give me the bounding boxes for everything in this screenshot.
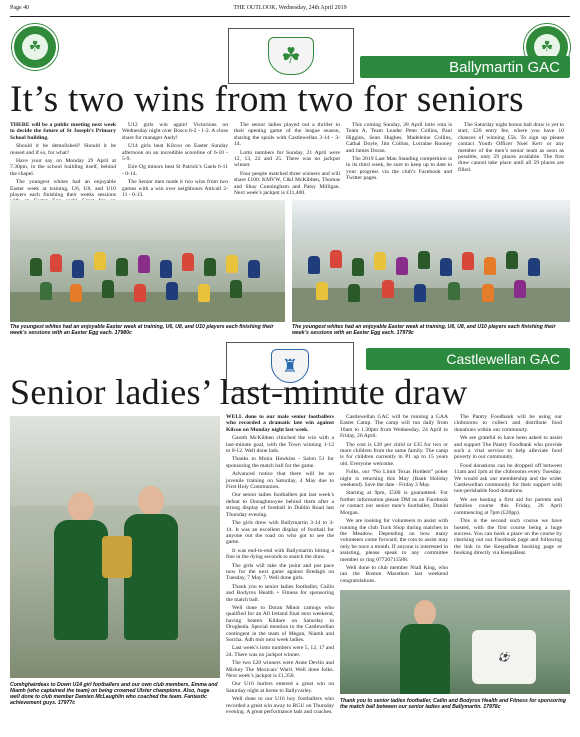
club-shield-icon: ♜ bbox=[271, 349, 309, 383]
header-rule bbox=[10, 16, 570, 17]
article-paragraph: U12 girls win again! Victorious on Wednesday night over Bosco 6-2 - 1-2. A close share for manager Andy! bbox=[122, 122, 228, 141]
photo-wall bbox=[10, 200, 285, 240]
player-figure bbox=[102, 280, 114, 298]
player-figure bbox=[70, 284, 82, 302]
player-figure bbox=[316, 282, 328, 300]
castlewellan-photo-left bbox=[10, 416, 220, 678]
article-paragraph: This is the second such course we have hosted, with the first course being a huge success. You can book a place on the course by checking out our Facebook page and following the link to the KeepaBeat booking page or booking directly via KeepaBeat. bbox=[454, 518, 562, 557]
player-figure bbox=[352, 258, 364, 276]
ballymartin-photo-right bbox=[292, 200, 570, 322]
player-figure bbox=[528, 258, 540, 276]
article-paragraph: Have your say on Monday 29 April at 7.30pm, in the school building itself, behind the chapel. bbox=[10, 158, 116, 177]
article-paragraph: The two £20 winners were Anne Devlin and Mickey The Mexican/ Ward. Well done folks. Next week’s jackpot is £1,350. bbox=[226, 660, 334, 680]
player-figure bbox=[230, 280, 242, 298]
article-paragraph: We are hosting a first aid for parents and families course this Friday, 26 April commencing at 7pm (£20pp). bbox=[454, 496, 562, 516]
page-number: Page 40 bbox=[10, 5, 30, 11]
article-paragraph: The Pantry Foodbank will be using our clubrooms to collect and distribute food donations within our community. bbox=[454, 414, 562, 433]
article-paragraph: Should it be demolished? Should it be reused and if so, for what? bbox=[10, 143, 116, 156]
player-figure bbox=[514, 280, 526, 298]
article-paragraph: Eire Og minors beat St Patrick’s Gaels 6-11 - 0-14. bbox=[122, 164, 228, 177]
ballymartin-caption-left: The youngest whites had an enjoyable Easter week at training, U6, U8, and U10 players each finishing their week’s sessions with an Easter Egg each. 17980c bbox=[10, 324, 274, 336]
player-figure bbox=[50, 254, 62, 272]
player-figure bbox=[198, 284, 210, 302]
photo-ground bbox=[292, 288, 570, 322]
article-paragraph: The 2019 Last Man Standing competition is in its third week, be sure to keep up to date in your progress via the club’s Facebook and Twitter pages. bbox=[346, 156, 452, 182]
photo-wall bbox=[10, 416, 220, 506]
player-figure bbox=[440, 258, 452, 276]
player-figure bbox=[124, 514, 178, 640]
player-figure bbox=[400, 624, 450, 694]
ballymartin-crest-left bbox=[12, 24, 58, 70]
ballymartin-caption-right: The youngest whites had an enjoyable Easter week at training, U6, U8, and U10 players each finishing their week’s sessions with an Easter Egg each. 17979c bbox=[292, 324, 556, 336]
castlewellan-photo-right bbox=[340, 590, 570, 694]
shamrock-icon: ☘ bbox=[22, 34, 48, 60]
player-figure bbox=[182, 253, 194, 271]
page-header bbox=[10, 5, 570, 15]
article-column bbox=[346, 122, 452, 196]
article-paragraph: Gareth McKibben clinched the win with a last-minute goal, with the Town winning 1-12 to 0-12. Well done lads. bbox=[226, 435, 334, 455]
player-figure bbox=[30, 258, 42, 276]
article-paragraph: Castlewellan GAC will be running a GAA Easter Camp. The camp will run daily from 10am to 1.30pm from Wednesday, 24 April to Friday, 26 April. bbox=[340, 414, 448, 440]
article-paragraph: The Saturday night bonus ball draw is yet to start, £20 entry fee, where you have 10 chances of winning £5k. To sign up please contact Youth Officer Noel Kerr or any member of the men’s senior team as soon as possible, only 59 places available. The first draw cannot take place until all 59 places are filled. bbox=[458, 122, 564, 173]
article-paragraph: Well done to club member Niall King, who ran the Boston Marathon last weekend congratulations. bbox=[340, 564, 448, 584]
player-figure bbox=[134, 284, 146, 302]
article-paragraph: We are grateful to have been asked to assist and support The Pantry Foodbank who provide such a vital service to help alleviate food poverty in our community. bbox=[454, 435, 562, 461]
player-figure bbox=[138, 255, 150, 273]
article-paragraph: U14 girls beat Kilcoo on Easter Sunday afternoon on an incredible scoreline of 6-10 - 5-9. bbox=[122, 143, 228, 163]
player-figure bbox=[116, 258, 128, 276]
article-paragraph: THERE will be a public meeting next week to decide the future of St Joseph’s Primary School building. bbox=[10, 122, 116, 141]
player-figure bbox=[54, 520, 108, 640]
player-figure bbox=[308, 256, 320, 274]
shamrock-icon: ☘ bbox=[534, 34, 560, 60]
player-figure bbox=[374, 252, 386, 270]
masthead: THE OUTLOOK, Wednesday, 24th April 2019 bbox=[233, 5, 347, 11]
club-shield-icon: ☘ bbox=[268, 37, 314, 75]
article-column bbox=[458, 122, 564, 196]
castlewellan-caption-right: Thank you to senior ladies footballer, Cailin and Bodyrox Health and Fitness for sponsoring the match ball between our senior ladies and Ballymartin. 17978c bbox=[340, 698, 566, 710]
player-figure bbox=[414, 600, 436, 626]
article-column bbox=[234, 122, 340, 196]
article-paragraph: Thank you to senior ladies footballer, Cailin and Bodyrox Health + Fitness for sponsoring the match ball. bbox=[226, 583, 334, 603]
ballymartin-article bbox=[10, 122, 570, 199]
player-figure bbox=[382, 280, 394, 298]
article-paragraph: We are looking for volunteers to assist with running the club Tuck Shop during matches in the Meadow. Depending on how many volunteers come forward, the rota to assist may only be once a month. If anyone is interested in assisting, please speak to any committee member or ring 07720711588. bbox=[340, 518, 448, 563]
article-paragraph: Food donations can be dropped off between 11am and 1pm at the clubrooms every Tuesday. We would ask our membership and the wider Castlewellan community for their support with non-perishable food donations. bbox=[454, 462, 562, 495]
ballymartin-headline: It’s two wins from two for seniors bbox=[10, 79, 524, 120]
article-paragraph: The youngest whites had an enjoyable Easter week at training, U6, U8, and U10 players each finishing their weeks sessions bbox=[10, 179, 116, 199]
player-figure bbox=[348, 284, 360, 302]
article-paragraph: Well done to Doran Minor camogs who qualified for an All Ireland final next weekend, having beaten Kildare on Saturday in Drogheda. Special mention to the Castlewellan contingent in the team of Megan, Niamh and Sorcha. Ádh mór next week ladies. bbox=[226, 604, 334, 643]
article-paragraph: The Senior men made it two wins from two games with a win over neighbours Atticall 2-11 - 0-13. bbox=[122, 179, 228, 199]
player-figure bbox=[330, 250, 342, 268]
article-paragraph: WELL done to our male senior footballers who recorded a dramatic late win against Kilcoo on Monday night last week. bbox=[226, 414, 334, 433]
player-figure bbox=[226, 255, 238, 273]
article-paragraph: Advanced notice that there will be no juvenile training on Saturday, 4 May due to First Holy Communion. bbox=[226, 471, 334, 491]
photo-sky bbox=[292, 200, 570, 234]
article-paragraph: Thanks to Moira Hawkins - Salon 51 for sponsoring the match ball for the game. bbox=[226, 456, 334, 469]
article-column bbox=[10, 122, 116, 199]
player-figure bbox=[448, 282, 460, 300]
article-paragraph: The cost is £20 per child or £35 for two or more children from the same family. The camp is for children currently in P1 up to 15 years old. Everyone welcome. bbox=[340, 441, 448, 467]
ballymartin-club-logo bbox=[228, 28, 354, 84]
player-figure bbox=[248, 260, 260, 278]
article-paragraph: Last week’s lotto numbers were 5, 12, 17 and 24. There was no jackpot winner. bbox=[226, 645, 334, 658]
ballymartin-photo-left bbox=[10, 200, 285, 322]
article-column bbox=[122, 122, 228, 199]
article-paragraph: Four people matched three winners and will share £100: KMVW, C&J McKibben, Thomas and Shay Cunningham and Patsy Milligan. Next week’s jackpot is £11,400. bbox=[234, 170, 340, 197]
player-figure bbox=[160, 260, 172, 278]
article-column bbox=[226, 414, 334, 716]
article-paragraph: The girls drew with Ballymartin 3-14 to 3-14. It was an excellent display of football for anyone out the road on who got to see the game. bbox=[226, 520, 334, 546]
player-figure bbox=[138, 486, 164, 516]
article-paragraph: It was end-to-end with Ballymartin hitting a fine in the dying seconds to snatch the draw. bbox=[226, 547, 334, 561]
player-figure bbox=[414, 284, 426, 302]
castlewellan-banner: Castlewellan GAC bbox=[366, 348, 570, 370]
article-paragraph: This coming Sunday, 28 April lotto rota is Team A, Team Leader Peter Collins, Paul Higgins, Sean Hughes, Madeleine Collins, Cathal Doyle, Jim Collins, Lorraine Rooney and James Doran. bbox=[346, 122, 452, 154]
player-figure bbox=[204, 258, 216, 276]
player-figure bbox=[72, 260, 84, 278]
castlewellan-headline: Senior ladies’ last-minute draw bbox=[10, 372, 468, 412]
player-figure bbox=[506, 251, 518, 269]
ballymartin-banner: Ballymartin GAC bbox=[360, 56, 570, 78]
player-figure bbox=[166, 282, 178, 300]
article-paragraph: Lotto numbers for Sunday, 21 April were 12, 13, 22 and 25. There was no jackpot winner. bbox=[234, 149, 340, 169]
player-figure bbox=[94, 252, 106, 270]
sponsor-ball: ⚽ bbox=[472, 630, 536, 684]
player-figure bbox=[484, 257, 496, 275]
article-paragraph: The girls will take the point and put pace now for the next game against Bredagh on Tuesday, 7 May 7. Well done girls. bbox=[226, 562, 334, 582]
player-figure bbox=[68, 492, 94, 522]
player-figure bbox=[482, 284, 494, 302]
article-paragraph: The senior ladies played out a thriller in their opening game of the league season, sharing the spoils with Castlewellan 3-14 - 3-14. bbox=[234, 122, 340, 148]
player-figure bbox=[396, 257, 408, 275]
castlewellan-caption-left: Comhghairdeas to Down U14 girl footballers and our own club members, Emma and Niamh (who captained the team) on being crowned Ulster champions. Also, huge well done to club member Damien McLaughlin who coached the team. Fantastic achievement guys. 17977c bbox=[10, 682, 218, 706]
player-figure bbox=[40, 282, 52, 300]
article-paragraph: Well done to our U16 boy footballers who recorded a great win away to RGU on Thursday evening. A great performance lads and coaches. bbox=[226, 696, 334, 716]
article-paragraph: Folks, our “No Limit Texas Holdem” poker night is returning this May (Bank Holiday weekend). Save the date - Friday 3 May. bbox=[340, 469, 448, 489]
player-figure bbox=[462, 252, 474, 270]
article-paragraph: Our U16 hurlers entered a great win on Saturday night at home to Ballyvarley. bbox=[226, 681, 334, 694]
trophy-icon bbox=[102, 536, 132, 578]
article-paragraph: Our senior ladies footballers put last week’s defeat to Donaghmoyne behind them after a strong display of football in Dublin Road last Thursday evening. bbox=[226, 492, 334, 518]
article-paragraph: Starting at 9pm, £500 is guaranteed. For further information please DM us on Facebook or contact our senior men’s footballer, Daniel Morgan. bbox=[340, 490, 448, 516]
player-figure bbox=[418, 251, 430, 269]
